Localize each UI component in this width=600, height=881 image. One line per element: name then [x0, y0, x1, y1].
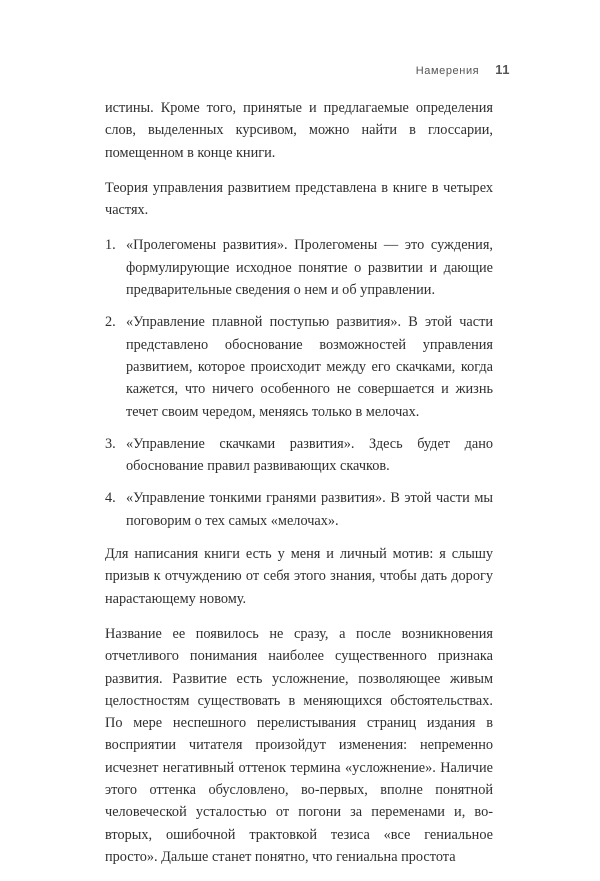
list-item-number: 3.	[105, 435, 116, 452]
running-header	[416, 62, 510, 77]
list-item-text: «Управление плавной поступью развития». В этой части представлено обоснование возможностей управления развитием, которое происходит между его скачками, когда кажется, что ничего особенного не совершается и жизнь течет своим чередом, меняясь только в мелочах.	[126, 314, 493, 420]
list-item	[105, 487, 493, 532]
paragraph-glossary-note: истины. Кроме того, принятые и предлагаемые определения слов, выделенных курсивом, можно найти в глоссарии, помещенном в конце книги.	[105, 100, 493, 161]
paragraph-title-origin: Название ее появилось не сразу, а после возникновения отчетливого понимания наиболее существенного признака развития. Развитие есть усложнение, позволяющее живым целостностям существовать в меняющихся обстоятельствах. По мере неспешного перелистывания страниц издания в восприятии читателя произойдут изменения: непременно исчезнет негативный оттенок термина «усложнение». Наличие этого оттенка обусловлено, во-первых, вполне понятной человеческой усталостью от погони за переменами и, во-вторых, ошибочной трактовкой тезиса «все гениальное просто». Дальше станет понятно, что гениальна простота	[105, 625, 493, 865]
paragraph-personal-motive: Для написания книги есть у меня и личный мотив: я слышу призыв к отчуждению от себя этого знания, чтобы дать дорогу нарастающему новому.	[105, 546, 493, 607]
book-parts-list	[105, 234, 493, 532]
paragraph-book-structure: Теория управления развитием представлена в книге в четырех частях.	[105, 179, 493, 219]
list-item-text: «Пролегомены развития». Пролегомены — это суждения, формулирующие исходное понятие о развитии и дающие предварительные сведения о нем и об управлении.	[126, 237, 493, 299]
list-item-number: 4.	[105, 490, 116, 507]
list-item-number: 2.	[105, 314, 116, 331]
list-item-number: 1.	[105, 237, 116, 254]
list-item-text: «Управление скачками развития». Здесь будет дано обоснование правил развивающих скачков.	[126, 435, 493, 475]
list-item-text: «Управление тонкими гранями развития». В этой части мы поговорим о тех самых «мелочах».	[126, 490, 493, 529]
page-number: 11	[495, 62, 510, 77]
list-item	[105, 234, 493, 301]
list-item	[105, 311, 493, 422]
list-item	[105, 433, 493, 478]
section-title: Намерения	[415, 65, 480, 77]
page-body	[105, 97, 493, 881]
